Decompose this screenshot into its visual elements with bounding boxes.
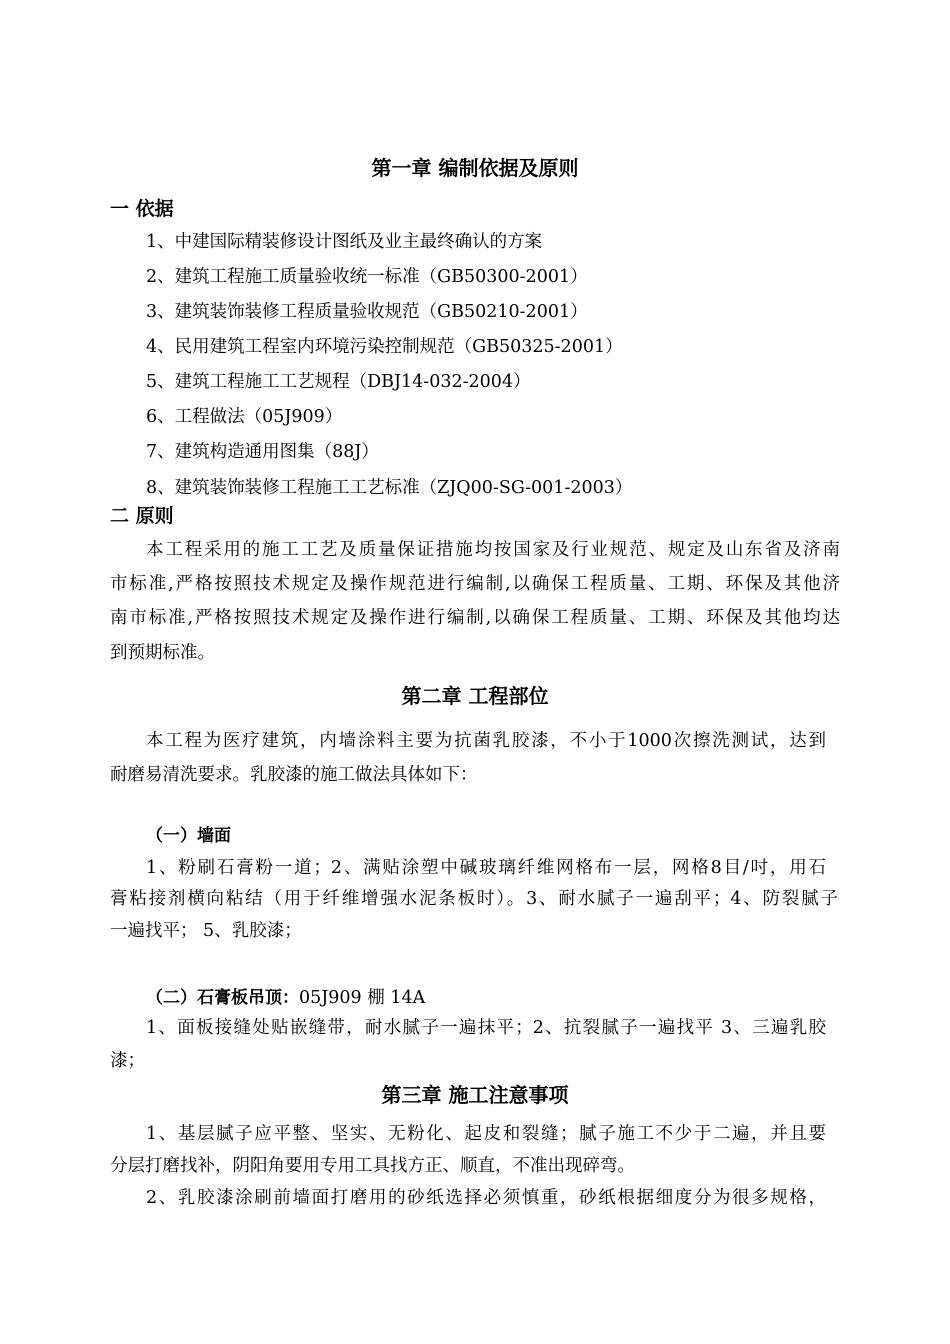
chapter3-title: 第三章 施工注意事项	[381, 1083, 569, 1107]
principle-line: 本工程采用的施工工艺及质量保证措施均按国家及行业规范、规定及山东省及济南	[146, 540, 840, 560]
principle-line: 市标准,严格按照技术规定及操作规范进行编制,以确保工程质量、工期、环保及其他济	[110, 574, 840, 594]
basis-item: 4、民用建筑工程室内环境污染控制规范（GB50325-2001）	[146, 337, 623, 357]
ceiling-line: 漆；	[110, 1051, 145, 1071]
basis-item: 1、中建国际精装修设计图纸及业主最终确认的方案	[146, 232, 543, 252]
section-principle-heading: 二 原则	[110, 505, 174, 527]
chapter2-title: 第二章 工程部位	[401, 684, 549, 708]
basis-item: 5、建筑工程施工工艺规程（DBJ14-032-2004）	[146, 372, 531, 392]
ceiling-heading-row	[146, 986, 425, 1010]
chapter3-line: 1、基层腻子应平整、坚实、无粉化、起皮和裂缝；腻子施工不少于二遍，并且要	[146, 1124, 826, 1144]
basis-item: 6、工程做法（05J909）	[146, 407, 343, 427]
basis-item: 3、建筑装饰装修工程质量验收规范（GB50210-2001）	[146, 302, 588, 322]
principle-line: 南市标准,严格按照技术规定及操作进行编制,以确保工程质量、工期、环保及其他均达	[110, 608, 840, 628]
ceiling-reference: 05J909 棚 14A	[299, 988, 426, 1008]
chapter1-title: 第一章 编制依据及原则	[371, 156, 579, 180]
section-basis-heading: 一 依据	[110, 198, 174, 220]
chapter3-line: 2、乳胶漆涂刷前墙面打磨用的砂纸选择必须慎重，砂纸根据细度分为很多规格，	[146, 1188, 826, 1208]
wall-line: 膏粘接剂横向粘结（用于纤维增强水泥条板时）。3、耐水腻子一遍刮平；4、防裂腻子	[110, 889, 838, 909]
ceiling-line: 1、面板接缝处贴嵌缝带，耐水腻子一遍抹平；2、抗裂腻子一遍找平 3、三遍乳胶	[146, 1018, 826, 1038]
wall-line: 1、粉刷石膏粉一道；2、满贴涂塑中碱玻璃纤维网格布一层，网格8目/吋，用石	[146, 858, 826, 878]
chapter2-intro-line: 本工程为医疗建筑，内墙涂料主要为抗菌乳胶漆，不小于1000次擦洗测试，达到	[146, 731, 826, 751]
ceiling-heading: （二）石膏板吊顶：	[146, 988, 299, 1008]
basis-item: 2、建筑工程施工质量验收统一标准（GB50300-2001）	[146, 267, 588, 287]
chapter3-line: 分层打磨找补，阴阳角要用专用工具找方正、顺直，不准出现碎弯。	[110, 1156, 635, 1176]
principle-line: 到预期标准。	[110, 643, 215, 663]
wall-line: 一遍找平； 5、乳胶漆；	[110, 921, 302, 941]
basis-item: 7、建筑构造通用图集（88J）	[146, 442, 379, 462]
wall-heading: （一）墙面	[146, 826, 231, 846]
basis-item: 8、建筑装饰装修工程施工工艺标准（ZJQ00-SG-001-2003）	[146, 478, 633, 498]
chapter2-intro-line: 耐磨易清洗要求。乳胶漆的施工做法具体如下：	[110, 765, 478, 785]
